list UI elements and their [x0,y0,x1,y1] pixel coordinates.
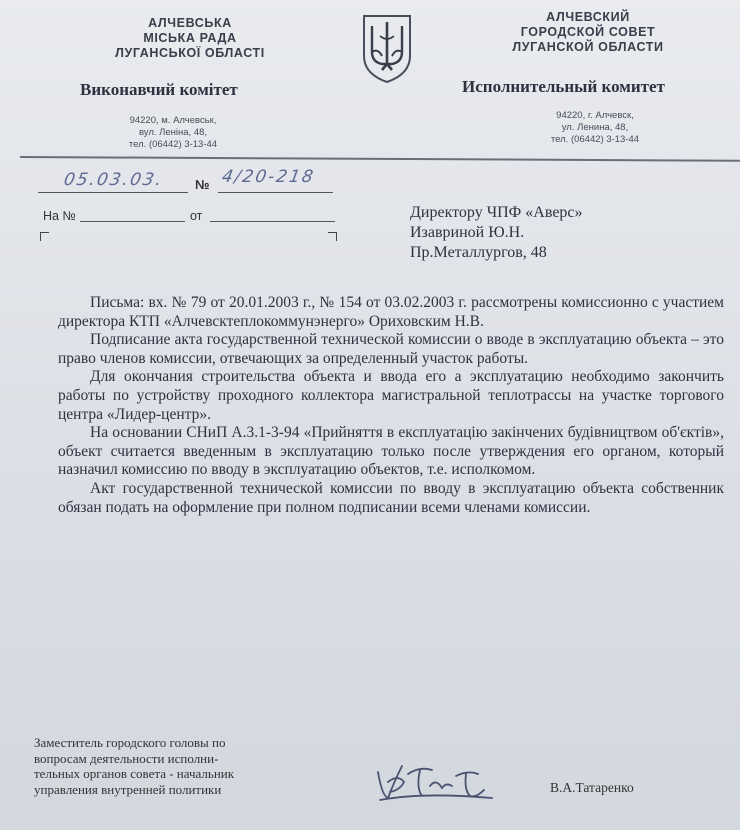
address-line: 94220, г. Алчевск, [556,110,634,121]
signer-position-line: управления внутренней политики [34,781,222,797]
address-line: тел. (06442) 3-13-44 [550,134,640,145]
addressee-line: Изавриной Ю.Н. [410,224,525,241]
address-line: тел. (06442) 3-13-44 [128,139,218,150]
outgoing-number: 4/20-218 [220,167,317,187]
header-divider [20,156,740,161]
letter-body [58,294,724,517]
committee-title-russian: Исполнительный комитет [462,77,665,96]
org-line: ГОРОДСКОЙ СОВЕТ [520,25,656,39]
incoming-from-label: от [190,209,203,223]
trident-emblem-icon [360,12,414,84]
signer-name: В.А.Татаренко [550,780,634,795]
body-paragraph: Для окончания строительства объекта и ввода его а эксплуатацию необходимо закончить работы по устройству проходного коллектора магистральной теплотрассы на участке торгового центра «Лидер-центр». [58,368,724,423]
addressee-block [410,203,583,263]
body-paragraph: Акт государственной технической комиссии по вводу в эксплуатацию объекта собственник обязан подать на оформление при полном подписании всеми членами комиссии. [58,479,724,516]
address-corner-mark [328,232,337,241]
outgoing-date: 05.03.03. [62,170,165,190]
address-line: вул. Леніна, 48, [138,127,208,138]
handwritten-signature [372,752,502,802]
address-ukrainian [118,115,228,151]
body-paragraph: На основании СНиП А.3.1-3-94 «Прийняття в експлуатацію закінчених будівництвом об'єктів», объект считается введенным в эксплуатацию только после утверждения его органом, который назначил комиссию по вводу в эксплуатацию объектов, т.е. исполкомом. [58,424,724,479]
org-name-russian [478,10,698,55]
address-line: ул. Ленина, 48, [561,122,629,133]
incoming-date-underline [210,221,335,222]
committee-title-ukrainian: Виконавчий комітет [80,80,238,99]
body-paragraph: Подписание акта государственной технической комиссии о вводе в эксплуатацию объекта – это право членов комиссии, отвечающих за определенный участок работы. [58,331,724,367]
org-line: АЛЧЕВСЬКА [148,16,232,30]
org-line: МІСЬКА РАДА [143,31,237,45]
signer-position [34,735,234,797]
address-corner-mark [40,232,49,241]
address-line: 94220, м. Алчевськ, [129,115,217,126]
number-underline [218,192,333,193]
signer-position-line: Заместитель городского головы по [34,735,226,750]
signer-position-line: тельных органов совета - начальник [34,766,235,781]
addressee-line: Пр.Металлургов, 48 [410,244,547,261]
incoming-number-label: На № [43,209,76,223]
addressee-line: Директору ЧПФ «Аверс» [410,204,583,221]
body-paragraph: Письма: вх. № 79 от 20.01.2003 г., № 154 от 03.02.2003 г. рассмотрены комиссионно с участием директора КТП «Алчевсктеплокоммунэнерго» Ориховским Н.В. [58,294,724,330]
incoming-number-underline [80,221,185,222]
org-name-ukrainian [70,16,310,61]
number-label: № [195,177,210,192]
org-line: ЛУГАНСЬКОЇ ОБЛАСТІ [115,46,265,60]
signer-position-line: вопросам деятельности исполни- [34,750,219,766]
address-russian [535,110,655,146]
date-underline [38,192,188,193]
org-line: ЛУГАНСКОЙ ОБЛАСТИ [512,40,664,54]
org-line: АЛЧЕВСКИЙ [546,10,630,24]
